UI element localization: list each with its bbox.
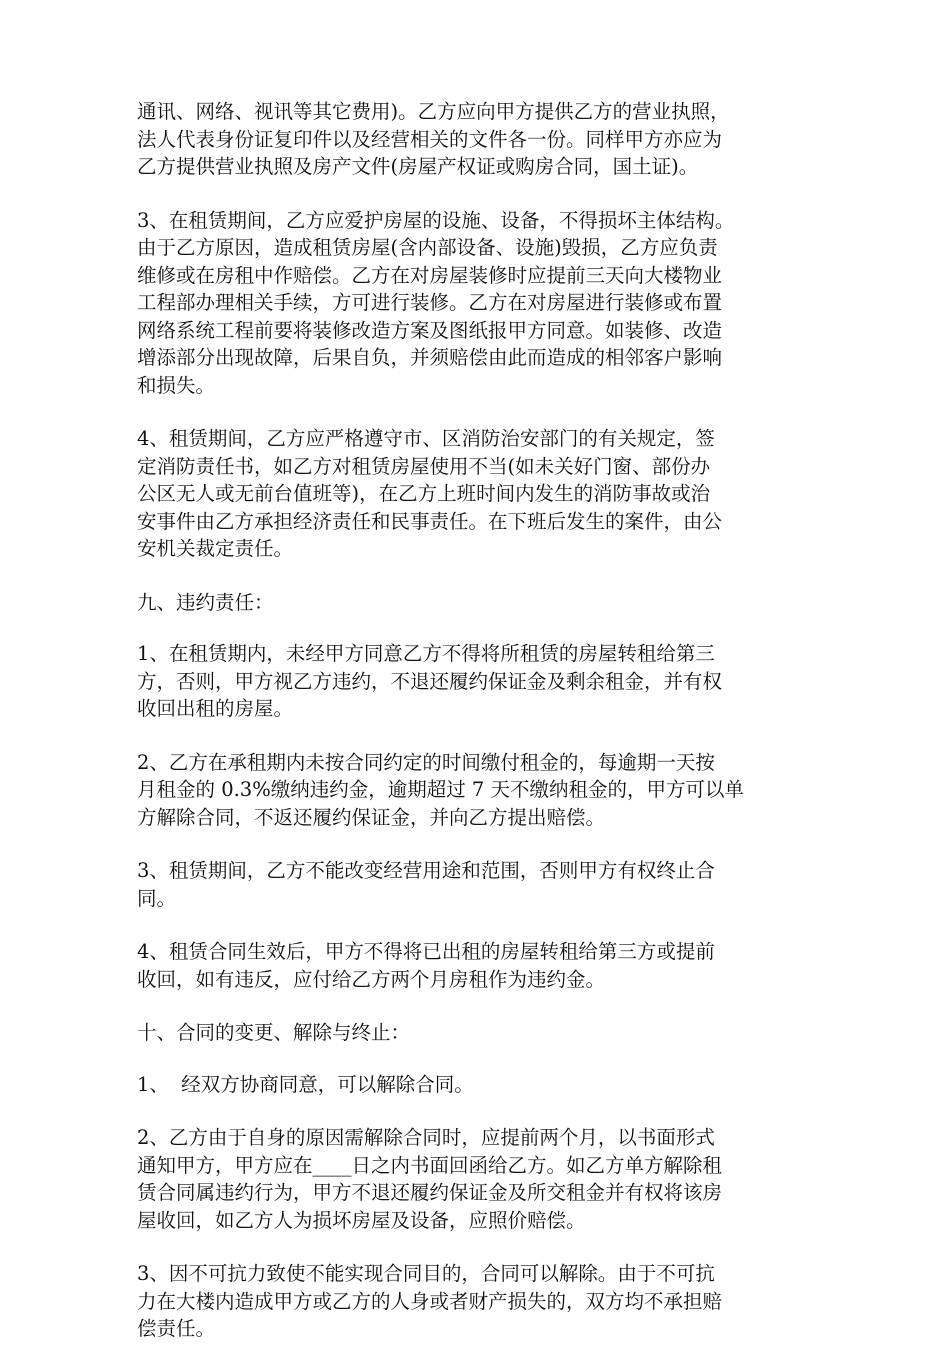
text-line: 网络系统工程前要将装修改造方案及图纸报甲方同意。如装修、改造 — [137, 318, 723, 342]
text-line: 乙方提供营业执照及房产文件(房屋产权证或购房合同，国土证)。 — [137, 155, 699, 178]
clause-9-3-usage-change — [137, 857, 817, 912]
clause-8-4-fire-safety — [137, 425, 817, 563]
text-line: 3、租赁期间，乙方不能改变经营用途和范围，否则甲方有权终止合 — [137, 859, 715, 882]
text-line: 4、租赁期间，乙方应严格遵守市、区消防治安部门的有关规定，签 — [137, 427, 715, 450]
paragraph-continued-obligations — [137, 98, 817, 181]
clause-9-2-late-payment — [137, 749, 817, 832]
clause-10-1-mutual-termination — [137, 1071, 817, 1099]
text-line: 力在大楼内造成甲方或乙方的人身或者财产损失的，双方均不承担赔 — [137, 1289, 723, 1313]
clause-9-4-landlord-breach — [137, 938, 817, 993]
text-line: 月租金的 0.3%缴纳违约金，逾期超过 7 天不缴纳租金的，甲方可以单 — [137, 778, 745, 801]
text-line: 安事件由乙方承担经济责任和民事责任。在下班后发生的案件，由公 — [137, 509, 723, 533]
clause-9-1-sublease — [137, 640, 817, 723]
text-line: 法人代表身份证复印件以及经营相关的文件各一份。同样甲方亦应为 — [137, 127, 723, 151]
text-line: 安机关裁定责任。 — [137, 537, 294, 560]
text-line: 收回出租的房屋。 — [137, 697, 294, 720]
text-line: 维修或在房租中作赔偿。乙方在对房屋装修时应提前三天向大楼物业 — [137, 263, 723, 287]
text-line: 由于乙方原因，造成租赁房屋(含内部设备、设施)毁损，乙方应负责 — [137, 236, 718, 259]
text-line: 3、在租赁期间，乙方应爱护房屋的设施、设备，不得损坏主体结构。 — [137, 208, 735, 232]
text-line: 公区无人或无前台值班等)，在乙方上班时间内发生的消防事故或治 — [137, 482, 711, 505]
section-heading-contract-termination — [137, 1019, 817, 1047]
text-line: 增添部分出现故障，后果自负，并须赔偿由此而造成的相邻客户影响 — [137, 346, 723, 369]
section-heading-breach-liability — [137, 589, 817, 617]
text-line: 1、在租赁期内，未经甲方同意乙方不得将所租赁的房屋转租给第三 — [137, 642, 715, 665]
text-line: 2、乙方由于自身的原因需解除合同时，应提前两个月，以书面形式 — [137, 1126, 715, 1149]
text-line: 通讯、网络、视讯等其它费用)。乙方应向甲方提供乙方的营业执照， — [137, 100, 730, 123]
text-line: 同。 — [137, 886, 177, 910]
text-line: 工程部办理相关手续，方可进行装修。乙方在对房屋进行装修或布置 — [137, 291, 723, 314]
text-line: 收回，如有违反，应付给乙方两个月房租作为违约金。 — [137, 967, 606, 991]
document-page — [137, 98, 817, 1369]
text-line: 赁合同属违约行为，甲方不退还履约保证金及所交租金并有权将该房 — [137, 1181, 723, 1204]
text-line: 通知甲方，甲方应在____日之内书面回函给乙方。如乙方单方解除租 — [137, 1153, 723, 1177]
text-line: 3、因不可抗力致使不能实现合同目的，合同可以解除。由于不可抗 — [137, 1262, 715, 1285]
text-line: 4、租赁合同生效后，甲方不得将已出租的房屋转租给第三方或提前 — [137, 940, 715, 963]
text-line: 定消防责任书，如乙方对租赁房屋使用不当(如未关好门窗、部份办 — [137, 454, 711, 478]
heading-text: 九、违约责任： — [137, 590, 274, 614]
text-line: 偿责任。 — [137, 1317, 216, 1340]
text-line: 1、 经双方协商同意，可以解除合同。 — [137, 1072, 474, 1096]
clause-10-3-force-majeure — [137, 1260, 817, 1343]
clause-10-2-tenant-termination — [137, 1124, 817, 1234]
clause-8-3-facility-care — [137, 207, 817, 400]
text-line: 和损失。 — [137, 373, 216, 397]
text-line: 2、乙方在承租期内未按合同约定的时间缴付租金的，每逾期一天按 — [137, 750, 715, 774]
text-line: 方解除合同，不返还履约保证金，并向乙方提出赔偿。 — [137, 805, 606, 829]
text-line: 屋收回，如乙方人为损坏房屋及设备，应照价赔偿。 — [137, 1208, 586, 1232]
text-line: 方，否则，甲方视乙方违约，不退还履约保证金及剩余租金，并有权 — [137, 669, 723, 693]
heading-text: 十、合同的变更、解除与终止： — [137, 1021, 411, 1044]
